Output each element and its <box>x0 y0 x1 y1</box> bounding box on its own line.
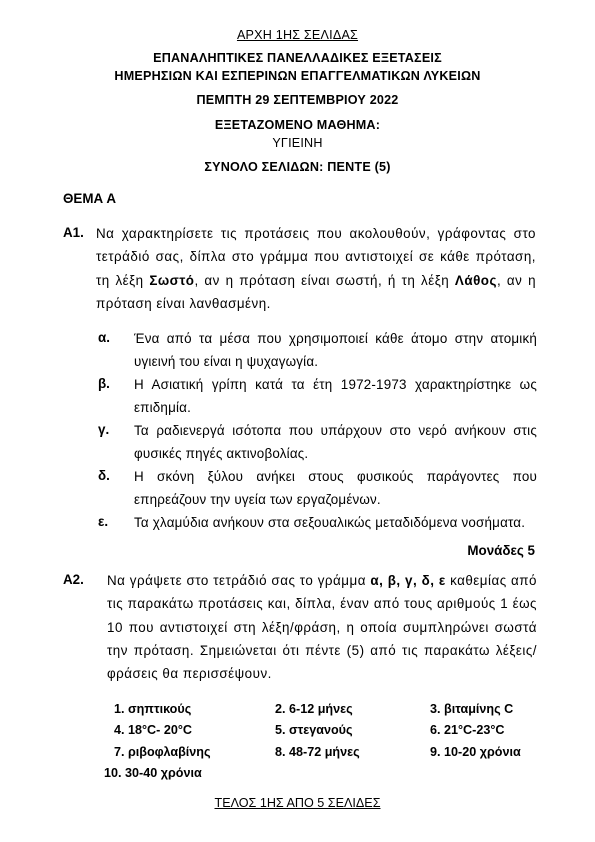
exam-title-line2: ΗΜΕΡΗΣΙΩΝ ΚΑΙ ΕΣΠΕΡΙΝΩΝ ΕΠΑΓΓΕΛΜΑΤΙΚΩΝ ΛΥΚΕΙΩΝ <box>114 69 481 83</box>
a1-option-a-text: Ένα από τα μέσα που χρησιμοποιεί κάθε άτομο στην ατομική υγιεινή του είναι η ψυχαγωγία. <box>134 331 537 370</box>
theme-title: ΘΕΜΑ Α <box>63 191 117 206</box>
a1-option-e-text: Τα χλαμύδια ανήκουν στα σεξουαλικώς μεταδιδόμενα νοσήματα. <box>134 515 526 530</box>
word-option-1: 1. σηπτικούς <box>114 702 192 716</box>
word-option-10: 10. 30-40 χρόνια <box>104 766 202 780</box>
a1-word-correct: Σωστό <box>149 272 195 288</box>
word-option-4: 4. 18°C- 20°C <box>114 723 192 737</box>
word-option-8: 8. 48-72 μήνες <box>275 745 360 759</box>
subject-name: ΥΓΙΕΙΝΗ <box>272 136 323 150</box>
question-a1-label: Α1. <box>63 225 84 240</box>
a1-option-b-letter: β. <box>98 376 110 391</box>
word-option-7: 7. ριβοφλαβίνης <box>114 745 211 759</box>
word-option-2: 2. 6-12 μήνες <box>275 702 353 716</box>
word-option-6: 6. 21°C-23°C <box>430 723 505 737</box>
a1-marks: Μονάδες 5 <box>467 543 535 558</box>
a1-intro-part1: Να χαρακτηρίσετε τις προτάσεις που ακολουθούν, γράφοντας στο τετράδιό σας, δίπλα στο γράμμα που αντιστοιχεί σε κάθε πρόταση, τη λέξη <box>96 226 536 288</box>
question-a1-intro <box>96 222 536 315</box>
word-option-9: 9. 10-20 χρόνια <box>430 745 521 759</box>
a1-option-b-text: Η Ασιατική γρίπη κατά τα έτη 1972-1973 χαρακτηρίστηκε ως επιδημία. <box>134 377 537 416</box>
a1-option-c-text: Τα ραδιενεργά ισότοπα που υπάρχουν στο νερό ανήκουν στις φυσικές πηγές ακτινοβολίας. <box>134 423 537 462</box>
total-pages: ΣΥΝΟΛΟ ΣΕΛΙΔΩΝ: ΠΕΝΤΕ (5) <box>204 160 391 174</box>
question-a2-intro <box>107 569 537 685</box>
a2-letters: α, β, γ, δ, ε <box>370 573 446 588</box>
a1-option-d-letter: δ. <box>98 468 110 483</box>
a1-option-d-text: Η σκόνη ξύλου ανήκει στους φυσικούς παράγοντες που επηρεάζουν την υγεία των εργαζομένων. <box>134 469 537 508</box>
a1-option-e-letter: ε. <box>98 514 109 529</box>
exam-title-line1: ΕΠΑΝΑΛΗΠΤΙΚΕΣ ΠΑΝΕΛΛΑΔΙΚΕΣ ΕΞΕΤΑΣΕΙΣ <box>153 51 442 65</box>
word-option-5: 5. στεγανούς <box>275 723 353 737</box>
a2-intro-part1: Να γράψετε στο τετράδιό σας το γράμμα <box>107 573 371 588</box>
a1-option-a-letter: α. <box>98 330 110 345</box>
a1-intro-part2: , αν η πρόταση είναι σωστή, ή τη λέξη <box>194 272 455 288</box>
question-a2-label: Α2. <box>63 572 84 587</box>
exam-date: ΠΕΜΠΤΗ 29 ΣΕΠΤΕΜΒΡΙΟΥ 2022 <box>196 93 399 107</box>
a1-word-wrong: Λάθος <box>454 272 497 288</box>
a2-intro-part2: καθεμίας από τις παρακάτω προτάσεις και, δίπλα, έναν από τους αριθμούς 1 έως 10 που αντιστοιχεί στη λέξη/φράση, η οποία συμπληρώνει σωστά την πρόταση. Σημειώνεται ότι πέντε (5) από τις παρακάτω λέξεις/φράσεις θα περισσέψουν. <box>107 573 537 682</box>
a1-intro-part3: , αν η πρόταση είναι λανθασμένη. <box>96 272 537 311</box>
page-start-marker: ΑΡΧΗ 1ΗΣ ΣΕΛΙΔΑΣ <box>236 28 359 42</box>
word-option-3: 3. βιταμίνης C <box>430 702 514 716</box>
subject-label: ΕΞΕΤΑΖΟΜΕΝΟ ΜΑΘΗΜΑ: <box>214 118 381 132</box>
page-end-marker: ΤΕΛΟΣ 1ΗΣ ΑΠΟ 5 ΣΕΛΙΔΕΣ <box>214 796 381 810</box>
a1-option-c-letter: γ. <box>98 422 110 437</box>
